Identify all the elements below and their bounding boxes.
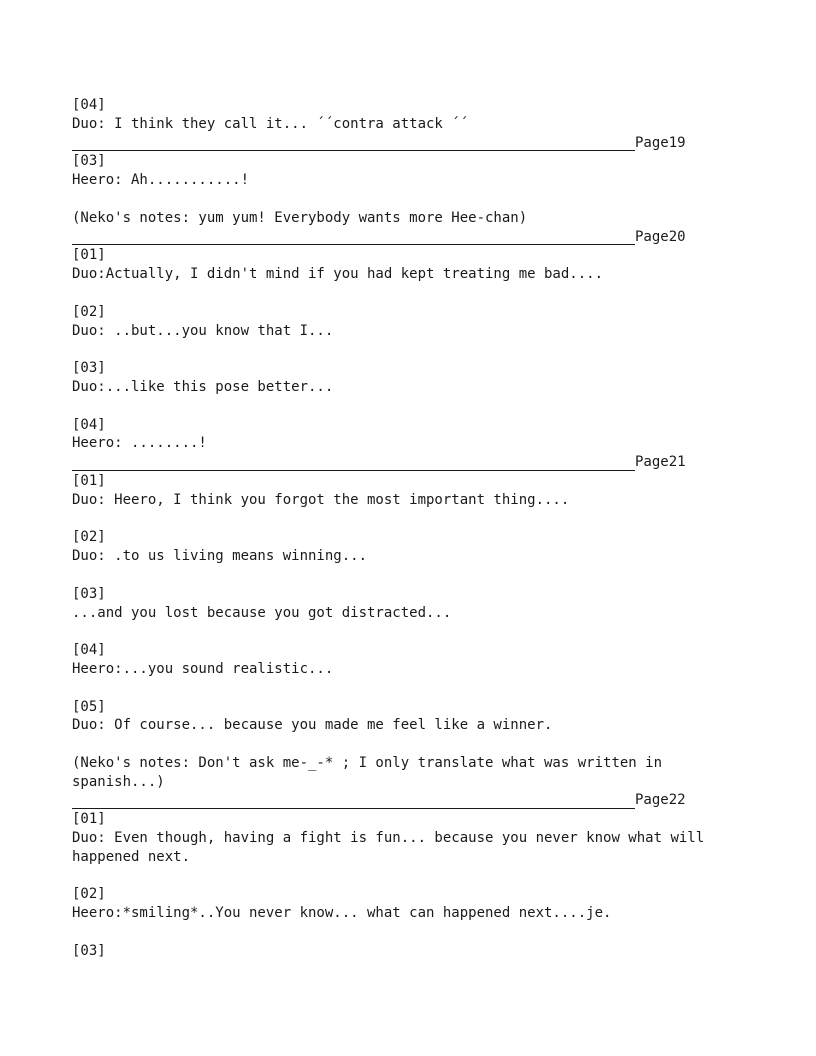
panel-number: [03] <box>72 153 106 170</box>
text-line: Duo:Actually, I didn't mind if you had kept treating me bad.... <box>72 266 604 283</box>
page-number-label: Page21 <box>635 454 686 471</box>
text-line: Duo:...like this pose better... <box>72 378 334 395</box>
text-line: Duo: ..but...you know that I... <box>72 322 334 339</box>
separator-rule <box>72 244 635 245</box>
separator-rule <box>72 150 635 151</box>
panel-number: [01] <box>72 247 106 264</box>
panel-number: [03] <box>72 360 106 377</box>
text-line: (Neko's notes: yum yum! Everybody wants more Hee-chan) <box>72 209 528 226</box>
blank-line <box>72 190 752 209</box>
text-line: Heero: ........! <box>72 435 207 452</box>
panel-number: [04] <box>72 97 106 113</box>
blank-line <box>72 735 752 754</box>
panel-number: [02] <box>72 303 106 320</box>
panel-number: [01] <box>72 811 106 828</box>
page-number-label: Page19 <box>635 134 686 151</box>
text-line: ...and you lost because you got distracted... <box>72 604 452 621</box>
text-line: Duo: Even though, having a fight is fun... because you never know what will <box>72 830 705 847</box>
text-line: happened next. <box>72 848 191 865</box>
panel-number: [02] <box>72 529 106 546</box>
text-line: Heero: Ah...........! <box>72 172 250 189</box>
blank-line <box>72 622 752 641</box>
blank-line <box>72 397 752 416</box>
blank-line <box>72 566 752 585</box>
blank-line <box>72 284 752 303</box>
panel-number: [03] <box>72 942 106 959</box>
page-number-label: Page20 <box>635 228 686 245</box>
blank-line <box>72 340 752 359</box>
page-separator <box>72 791 752 810</box>
page-separator <box>72 134 752 153</box>
page-number-label: Page22 <box>635 792 686 809</box>
page-separator <box>72 453 752 472</box>
blank-line <box>72 510 752 529</box>
panel-number: [04] <box>72 642 106 659</box>
text-line: spanish...) <box>72 773 165 790</box>
blank-line <box>72 867 752 886</box>
panel-number: [04] <box>72 416 106 433</box>
text-line: Duo: Heero, I think you forgot the most important thing.... <box>72 491 570 508</box>
panel-number: [02] <box>72 886 106 903</box>
panel-number: [05] <box>72 698 106 715</box>
text-line: Duo: Of course... because you made me feel like a winner. <box>72 717 553 734</box>
page-separator <box>72 228 752 247</box>
text-line: Heero:...you sound realistic... <box>72 660 334 677</box>
blank-line <box>72 923 752 942</box>
blank-line <box>72 679 752 698</box>
document-body <box>72 96 752 961</box>
panel-number: [01] <box>72 472 106 489</box>
separator-rule <box>72 470 635 471</box>
text-line: Duo: .to us living means winning... <box>72 548 368 565</box>
panel-number: [03] <box>72 585 106 602</box>
separator-rule <box>72 808 635 809</box>
text-line: Heero:*smiling*..You never know... what can happened next....je. <box>72 905 612 922</box>
text-line: Duo: I think they call it... ´´contra attack ´´ <box>72 115 469 132</box>
text-line: (Neko's notes: Don't ask me-_-* ; I only translate what was written in <box>72 754 663 771</box>
